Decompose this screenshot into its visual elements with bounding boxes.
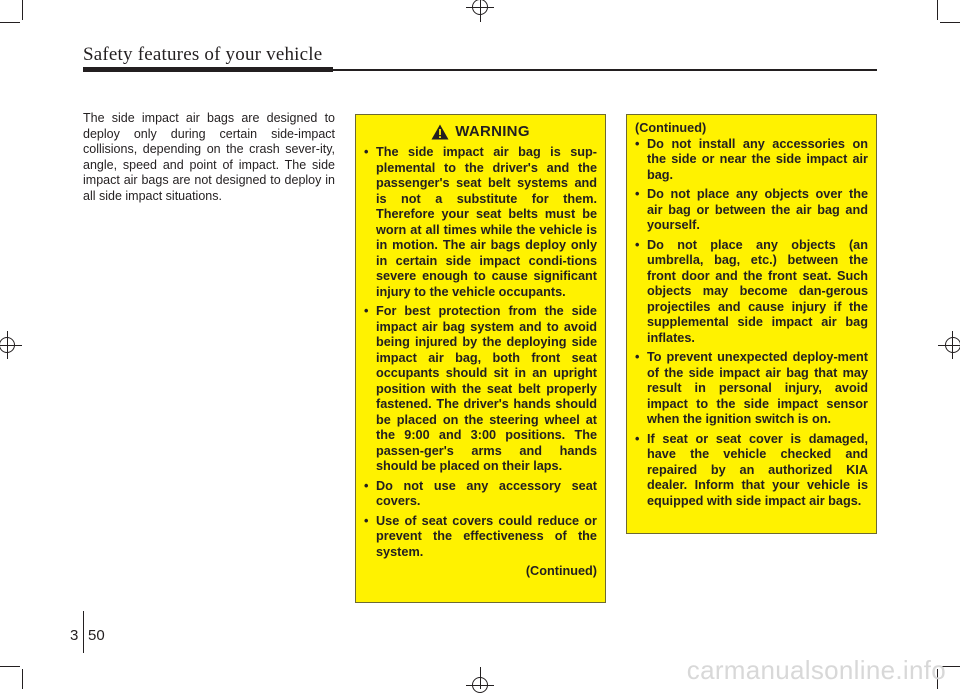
warning-box-left (355, 114, 606, 603)
watermark: carmanualsonline.info (686, 655, 946, 685)
list-item: • Do not install any accessories on the side or near the side impact air bag. (635, 137, 868, 184)
intro-paragraph: The side impact air bags are designed to deploy only during certain side-impact collisions, depending on the crash sever-ity, angle, speed and point of impact. The side impact air bags are not designed to deploy in all side impact situations. (83, 111, 335, 203)
registration-mark-right-h (938, 345, 960, 346)
header-rule-thick (83, 67, 333, 72)
crop-mark-bl-v (22, 669, 23, 689)
warning-list-right (635, 137, 868, 510)
crop-mark-tr-v (937, 0, 938, 20)
warning-list-left (364, 145, 597, 560)
list-item: • For best protection from the side impact air bag system and to avoid being injured by the deploying side impact air bag, both front seat occupants should sit in an upright position with the seat belt properly fastened. The driver's hands should be placed on the steering wheel at the 9:00 and 3:00 positions. The passen-ger's arms and hands should be placed on their laps. (364, 304, 597, 475)
warning-header (364, 124, 597, 140)
warning-triangle-icon (431, 124, 449, 140)
continued-label: (Continued) (525, 564, 597, 578)
list-item: • The side impact air bag is sup-plemental to the driver's and the passenger's seat belt systems and is not a substitute for them. Therefore your seat belts must be worn at all times while the vehicle is in motion. The air bags deploy only in certain side impact condi-tions severe enough to cause significant injury to the vehicle occupants. (364, 145, 597, 300)
footer-rule (83, 611, 84, 653)
registration-mark-bottom-h (466, 685, 494, 686)
crop-mark-tl-h (0, 22, 20, 23)
warning-box-right (626, 114, 877, 534)
registration-mark-top-h (466, 7, 494, 8)
crop-mark-tl-v (22, 0, 23, 20)
list-item: • Do not place any objects over the air bag or between the air bag and yourself. (635, 187, 868, 234)
registration-mark-top-v (480, 0, 481, 22)
registration-mark-left-h (0, 345, 22, 346)
list-item: • Use of seat covers could reduce or prevent the effectiveness of the system. (364, 514, 597, 561)
crop-mark-tr-h (940, 22, 960, 23)
registration-mark-right-v (952, 331, 953, 359)
page-header-title: Safety features of your vehicle (83, 44, 323, 65)
chapter-number: 3 (70, 627, 79, 644)
list-item: • Do not place any objects (an umbrella, bag, etc.) between the front door and the front seat. Such objects may become dan-gerous projectiles and cause injury if the supplemental side impact air bag inflates. (635, 238, 868, 347)
list-item: • Do not use any accessory seat covers. (364, 479, 597, 510)
crop-mark-bl-h (0, 666, 20, 667)
warning-title: WARNING (455, 123, 530, 141)
page-number: 50 (88, 627, 105, 644)
list-item: • If seat or seat cover is damaged, have the vehicle checked and repaired by an authorized KIA dealer. Inform that your vehicle is equipped with side impact air bags. (635, 432, 868, 510)
list-item: • To prevent unexpected deploy-ment of the side impact air bag that may result in personal injury, avoid impact to the side impact sensor when the ignition switch is on. (635, 350, 868, 428)
registration-mark-left-v (7, 331, 8, 359)
continued-label: (Continued) (635, 121, 707, 135)
header-rule-thin (333, 69, 877, 71)
